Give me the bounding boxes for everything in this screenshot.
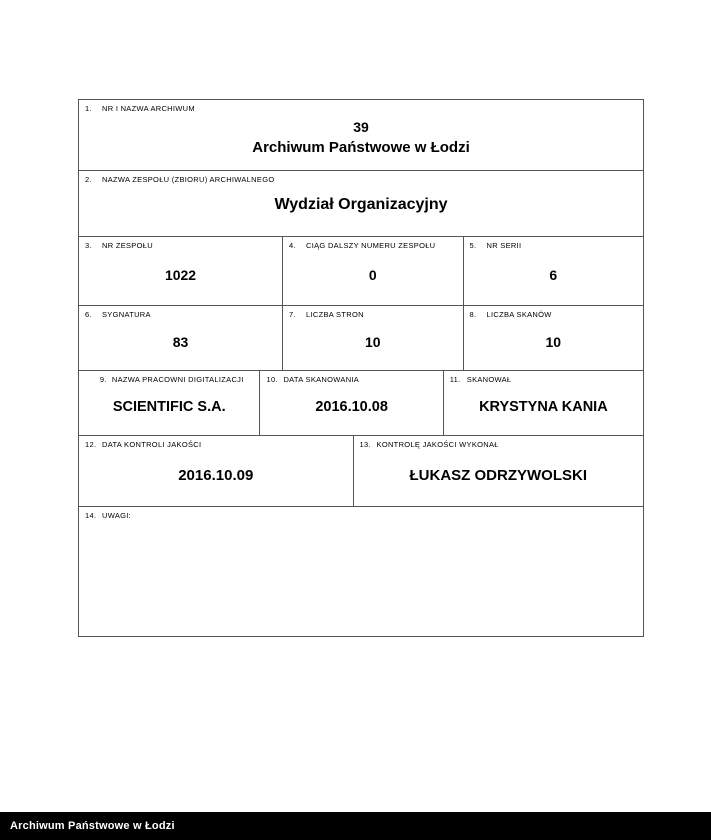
field-value-archive-number: 39 [353,118,369,135]
field-number: 1. [85,104,92,113]
field-label-text: KONTROLĘ JAKOŚCI WYKONAŁ [376,440,499,449]
field-label [289,241,456,251]
field-archive-number-and-name [79,100,643,170]
field-label-text: NR ZESPOŁU [102,241,153,250]
field-number: 8. [469,310,477,319]
field-value: 2016.10.08 [315,399,388,416]
field-label-text: NAZWA PRACOWNI DIGITALIZACJI [111,375,244,384]
field-number: 11. [449,375,461,384]
field-fonds-name [79,171,643,236]
field-number: 14. [85,511,97,520]
footer-label: Archiwum Państwowe w Łodzi [10,820,175,832]
field-label [85,511,637,521]
field-label [85,241,276,251]
field-label-text: CIĄG DALSZY NUMERU ZESPOŁU [306,241,436,250]
field-number: 4. [289,241,296,250]
field-signature [79,306,282,370]
field-value: 10 [545,334,562,351]
field-quality-control-date [79,436,353,506]
table-row [79,100,643,170]
field-label-text: NAZWA ZESPOŁU (ZBIORU) ARCHIWALNEGO [102,175,275,184]
field-number: 6. [85,310,92,319]
field-series-number [463,237,643,305]
field-number: 13. [359,440,371,449]
field-label-text: NR I NAZWA ARCHIWUM [102,104,195,113]
field-value: KRYSTYNA KANIA [479,399,608,416]
table-row [79,435,643,506]
field-label [85,310,276,320]
field-fonds-number-continuation [282,237,462,305]
field-value: 2016.10.09 [178,466,254,484]
scan-metadata-table [78,99,644,637]
field-scanned-by [443,371,643,435]
field-remarks [79,507,643,636]
field-value: SCIENTIFIC S.A. [112,399,226,416]
field-page-count [282,306,462,370]
field-label [470,241,637,251]
table-row [79,170,643,236]
field-value-archive-name: Archiwum Państwowe w Łodzi [252,138,470,156]
field-label [360,440,637,450]
field-label [470,310,637,320]
field-number: 3. [85,241,92,250]
field-value: 10 [364,334,381,351]
field-quality-control-by [353,436,643,506]
field-number: 7. [289,310,296,319]
field-label-text: UWAGI: [102,511,132,520]
table-row [79,506,643,636]
field-label [85,375,253,385]
field-scan-count [463,306,643,370]
field-number: 9. [99,375,107,384]
table-row [79,236,643,305]
field-number: 2. [85,175,92,184]
footer-bar [0,812,711,840]
field-number: 5. [469,241,477,250]
table-row [79,370,643,435]
field-label-text: LICZBA SKANÓW [486,310,552,319]
field-fonds-number [79,237,282,305]
field-label-text: SYGNATURA [102,310,151,319]
field-value: 0 [368,267,377,284]
field-number: 10. [266,375,278,384]
table-row [79,305,643,370]
field-label [85,440,347,450]
field-value: ŁUKASZ ODRZYWOLSKI [409,466,587,484]
field-label [85,175,637,185]
field-value: 1022 [164,267,197,284]
field-label [266,375,436,385]
field-scan-date [259,371,442,435]
field-label-text: DATA KONTROLI JAKOŚCI [102,440,202,449]
field-label-text: LICZBA STRON [306,310,364,319]
field-value: 83 [172,334,189,351]
field-label [289,310,456,320]
field-label-text: SKANOWAŁ [466,375,512,384]
field-digitization-lab [79,371,259,435]
field-label-text: NR SERII [486,241,522,250]
field-label-text: DATA SKANOWANIA [283,375,360,384]
field-number: 12. [85,440,97,449]
field-label [85,104,637,114]
field-value-fonds-name: Wydział Organizacyjny [274,195,448,213]
field-label [450,375,637,385]
field-value: 6 [549,267,558,284]
